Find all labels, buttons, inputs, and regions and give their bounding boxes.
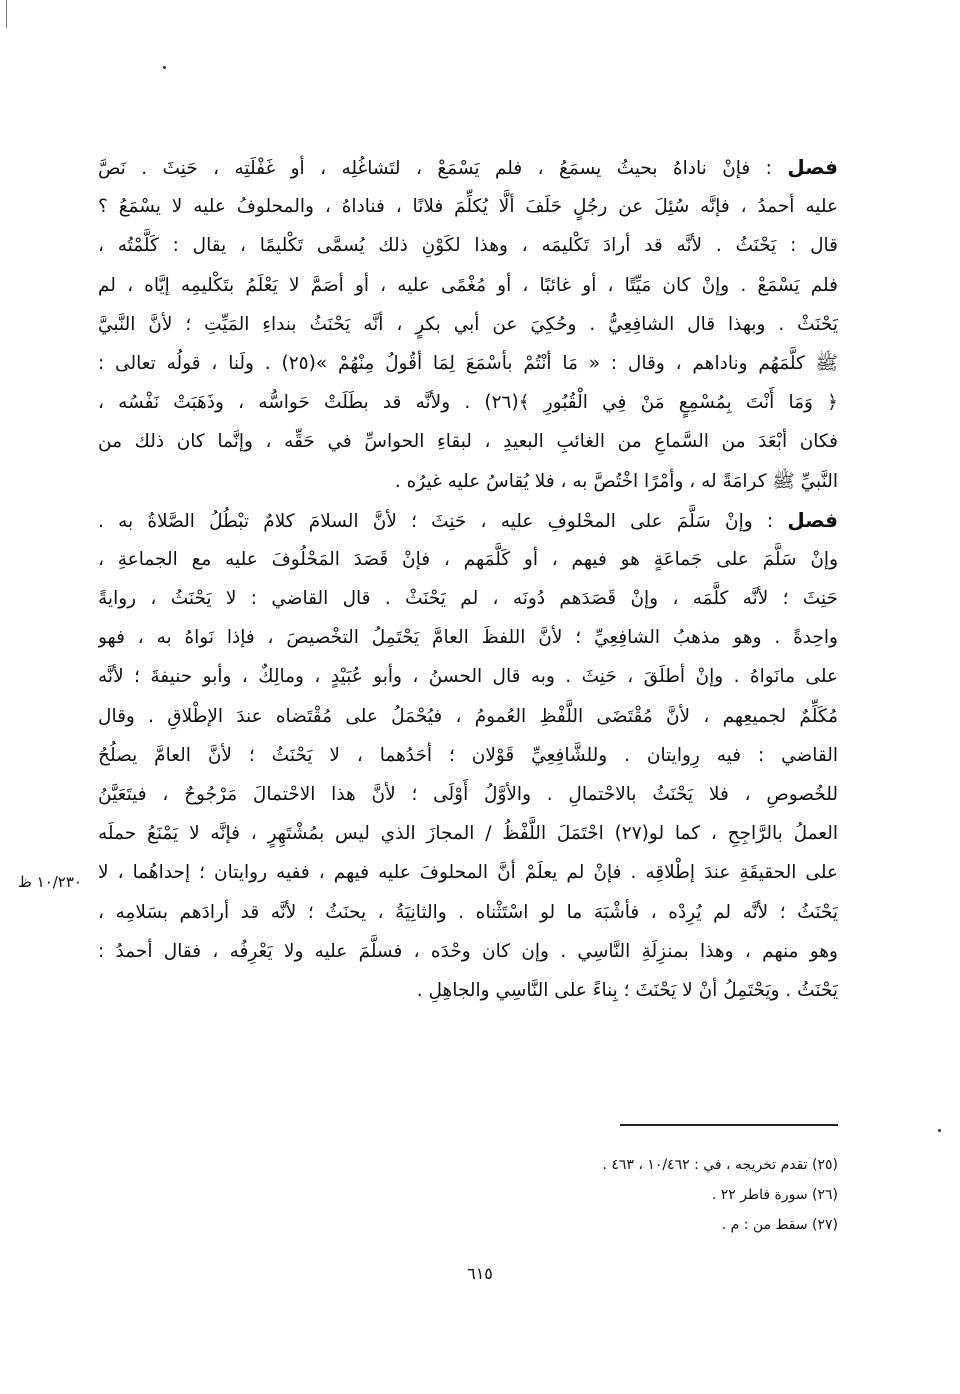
text-line: قال : يَحْنَثُ . لأنَّه قد أرادَ تَكْليمَه ، وهذا لكَوْنِ ذلك يُسمَّى تَكْليمًا ، يقال : كَلَّمْتُه ، — [98, 235, 838, 257]
text-line: ﷺ كلَّمَهُم وناداهم ، وقال : « مَا أنْتُمْ بأسْمَعَ لِمَا أقُولُ مِنْهُمْ »(٢٥) . ولَنا ، قولُه تعالى : — [98, 352, 838, 374]
text-line: فكان أبْعَدَ من السَّماعِ من الغائبِ البعيدِ ، لبقاءِ الحواسِّ في حَقِّه ، وإنَّما كان ذلك من — [98, 431, 838, 453]
text-line: القاضي : فيه رِوايتان . وللشَّافِعِيِّ قَوْلان ؛ أحَدُهما ، لا يَحْنَثُ ؛ لأنَّ العامَّ يصلُحُ — [98, 744, 838, 766]
text-line: حَنِثَ ؛ لأنَّه كلَّمَه ، وإنْ قَصَدَهم دُونَه ، لم يَحْنَثْ . قال القاضي : لا يَحْنَثُ ، روايةً — [98, 588, 838, 610]
footnotes — [338, 1150, 838, 1240]
text-line-rest: : فإنْ ناداهُ بحيثُ يسمَعُ ، فلم يَسْمَعْ ، لتَشاغُلِه ، أو غَفْلَتِه ، حَنِثَ . نَصَّ — [98, 158, 772, 179]
section-heading: فصل — [787, 507, 838, 532]
text-line: النَّبيِّ ﷺ كرامَةً له ، وأمْرًا اخْتُصَّ به ، فلا يُقاسُ عليه غيرُه . — [394, 470, 838, 492]
footnote-divider — [620, 1124, 838, 1126]
text-line-rest: : وإنْ سَلَّمَ على المحْلوفِ عليه ، حَنِثَ ؛ لأنَّ السلامَ كلامٌ تبْطُلُ الصَّلاةُ به . — [98, 510, 774, 532]
scan-speck — [938, 1129, 941, 1132]
page-number: ٦١٥ — [467, 1264, 493, 1283]
scan-speck — [163, 66, 166, 69]
text-line: على مانَواهُ . وإنْ أطلَقَ ، حَنِثَ . وبه قال الحسنُ ، وأبو عُبَيْدٍ ، ومالِكٌ ، وأبو حنيفةَ ؛ لأنَّه — [98, 666, 838, 688]
text-line: يَحْنَثُ ؛ لأنَّه لم يُرِدْه ، فأشْبَهَ ما لو اسْتَثْناه . والثانِيَةُ ، يحنَثُ ؛ لأنَّه قد أرادَهم بسَلامِه ، — [98, 901, 838, 923]
text-line: على الحقيقَةِ عندَ إطْلاقِه . فإنْ لم يعلَمْ أنَّ المحلوفَ عليه فيهم ، ففيه روايتان ؛ إحداهُما ، لا — [98, 862, 838, 884]
main-text — [98, 148, 838, 1010]
text-line: وإنْ سَلَّمَ على جَماعَةٍ هو فيهم ، أو كَلَّمَهم ، فإنْ قَصَدَ المَحْلُوفَ عليه مع الجماعةِ ، — [98, 548, 838, 570]
text-line — [98, 148, 838, 187]
text-line: وهو منهم ، وهذا بمنزِلَةِ النَّاسِي . وإن كان وحْدَه ، فسلَّمَ عليه ولا يَعْرِفُه ، فقال أحمدُ : — [98, 940, 838, 962]
text-line: للخُصوصِ ، فلا يَحْنَثُ بالاحْتمالِ . والأوَّلُ أَوْلَى ؛ لأنَّ هذا الاحْتمالَ مَرْجُوحٌ ، فيتَعَيَّنُ — [98, 784, 838, 805]
text-line: عليه أحمدُ ، فإنَّه سُئِلَ عن رجُلٍ حَلَفَ ألَّا يُكلِّمَ فلانًا ، فناداهُ ، والمحلوفُ عليه لا يسْمَعُ ؟ — [98, 196, 838, 218]
text-line: يَحْنَثْ . وبهذا قال الشافِعِيُّ . وحُكِيَ عن أبي بكرٍ ، أنَّه يَحْنَثُ بنداءِ المَيِّتِ ؛ لأنَّ النَّبيَّ — [98, 313, 838, 335]
text-line — [98, 501, 838, 540]
text-line: واحِدةً . وهو مذهبُ الشافِعِيِّ ؛ لأنَّ اللفظَ العامَّ يَحْتَمِلُ التخْصيصَ ، فإذا نَواهُ به ، فهو — [98, 627, 838, 649]
section-heading: فصل — [787, 155, 838, 179]
text-line: فلم يَسْمَعْ . وإنْ كان مَيِّتًا ، أو غائبًا ، أو مُغْمًى عليه ، أو أصَمَّ لا يَعْلَمُ بتَكْليمِه إيَّاه ، لم — [98, 274, 838, 296]
text-line: العملُ بالرَّاجِحِ ، كما لو(٢٧) احْتَمَلَ اللَّفْظُ / المجازَ الذي ليس بمُشْتَهِرٍ ، فإنَّه لا يَمْنَعُ حملَه — [98, 823, 838, 845]
text-line: ﴿ وَمَا أَنْتَ بِمُسْمِعٍ مَنْ فِي الْقُبُورِ ﴾(٢٦) . ولأنَّه قد بطَلَتْ حَواسُّه ، وذَهَبَتْ نَفْسُه ، — [98, 392, 838, 414]
footnote: (٢٦) سورة فاطر ٢٢ . — [711, 1187, 838, 1203]
footnote: (٢٥) تقدم تخريجه ، في : ١٠/٤٦٢ ، ٤٦٣ . — [602, 1157, 838, 1173]
text-line: يَحْنَثُ . ويَحْتَمِلُ أنْ لا يَحْنَثَ ؛ بِناءً على النَّاسِي والجاهِلِ . — [416, 979, 838, 1001]
footnote: (٢٧) سقط من : م . — [721, 1217, 838, 1233]
scan-edge-line — [6, 0, 7, 28]
text-line: مُكَلِّمٌ لجميعِهم ، لأنَّ مُقْتَضَى اللَّفْظِ العُمومُ ، فيُحْمَلُ على مُقْتَضاه عندَ الإطْلاقِ . وقال — [98, 705, 838, 727]
margin-folio-note: ١٠/٢٣٠ ظ — [18, 873, 82, 891]
